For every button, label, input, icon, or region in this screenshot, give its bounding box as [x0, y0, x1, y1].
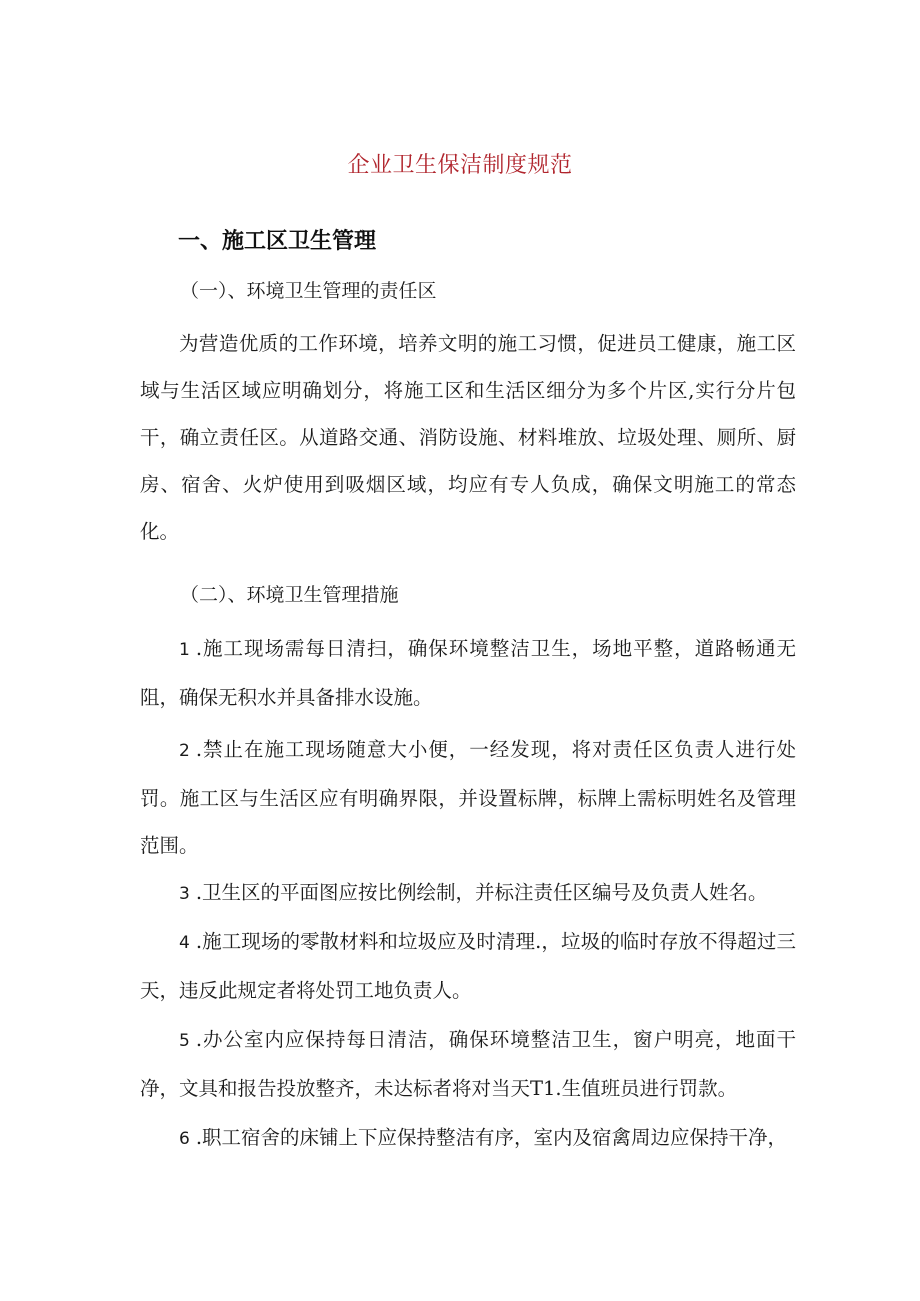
- subsection-heading-1: （一）、环境卫生管理的责任区: [180, 280, 437, 302]
- list-item: [140, 918, 796, 1014]
- list-item-number: 6: [179, 1129, 190, 1149]
- list-item-text: .办公室内应保持每日清洁，确保环境整洁卫生，窗户明亮，地面干净，文具和报告投放整齐，未达标者将对当天T1.生值班员进行罚款。: [140, 1028, 796, 1100]
- paragraph-responsibility: 为营造优质的工作环境，培养文明的施工习惯，促进员工健康，施工区域与生活区域应明确划分，将施工区和生活区细分为多个片区,实行分片包干，确立责任区。从道路交通、消防设施、材料堆放、垃圾处理、厕所、厨房、宿舍、火炉使用到吸烟区域，均应有专人负成，确保文明施工的常态化。: [140, 332, 796, 543]
- list-item-text: .施工现场的零散材料和垃圾应及时清理.，垃圾的临时存放不得超过三天，违反此规定者将处罚工地负责人。: [140, 930, 796, 1002]
- list-item: [140, 625, 796, 721]
- list-item-text: .施工现场需每日清扫，确保环境整洁卫生，场地平整，道路畅通无阻，确保无积水并具备排水设施。: [140, 637, 796, 709]
- list-item-text: .禁止在施工现场随意大小便，一经发现，将对责任区负责人进行处罚。施工区与生活区应有明确界限，并设置标牌，标牌上需标明姓名及管理范围。: [140, 738, 796, 857]
- subsection-heading-2: （二）、环境卫生管理措施: [180, 584, 399, 606]
- list-item: [140, 726, 796, 869]
- list-item-text: .卫生区的平面图应按比例绘制，并标注责任区编号及负责人姓名。: [195, 881, 768, 904]
- list-item-number: 5: [179, 1031, 190, 1051]
- list-item: [140, 1016, 796, 1112]
- document-title: 企业卫生保洁制度规范: [347, 153, 573, 178]
- list-item: [140, 1114, 796, 1163]
- list-item-number: 4: [179, 933, 190, 953]
- list-item-number: 1: [179, 640, 190, 660]
- list-item: [140, 869, 796, 918]
- section-heading: 一、施工区卫生管理: [178, 229, 377, 254]
- list-item-number: 3: [179, 884, 190, 904]
- list-item-text: .职工宿舍的床铺上下应保持整洁有序，室内及宿禽周边应保持干净，: [195, 1126, 788, 1149]
- list-item-number: 2: [179, 741, 190, 761]
